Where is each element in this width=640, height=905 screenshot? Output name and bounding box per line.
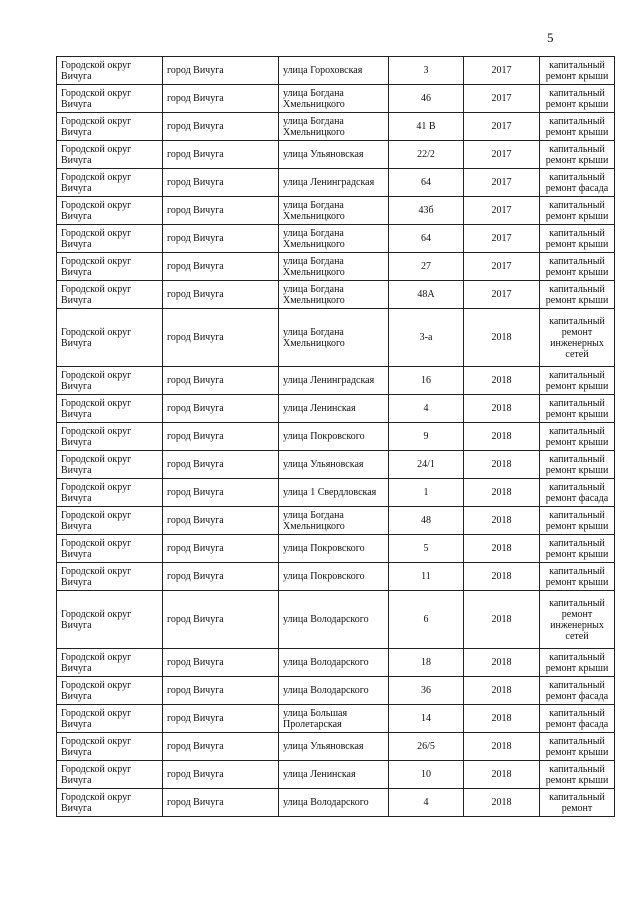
work-type-cell: капитальный ремонт крыши	[540, 649, 615, 677]
table-row	[57, 507, 615, 535]
municipality-cell: Городской округ Вичуга	[57, 451, 163, 479]
house-number-cell: 46	[389, 85, 464, 113]
work-type-cell: капитальный ремонт крыши	[540, 451, 615, 479]
table-row	[57, 281, 615, 309]
settlement-cell: город Вичуга	[163, 423, 279, 451]
street-cell: улица Покровского	[279, 423, 389, 451]
table-row	[57, 225, 615, 253]
settlement-cell: город Вичуга	[163, 733, 279, 761]
table-row	[57, 789, 615, 817]
settlement-cell: город Вичуга	[163, 253, 279, 281]
street-cell: улица Богдана Хмельницкого	[279, 85, 389, 113]
settlement-cell: город Вичуга	[163, 169, 279, 197]
table-row	[57, 563, 615, 591]
year-cell: 2018	[464, 705, 540, 733]
work-type-cell: капитальный ремонт фасада	[540, 169, 615, 197]
work-type-cell: капитальный ремонт крыши	[540, 197, 615, 225]
year-cell: 2018	[464, 451, 540, 479]
street-cell: улица Богдана Хмельницкого	[279, 225, 389, 253]
municipality-cell: Городской округ Вичуга	[57, 761, 163, 789]
street-cell: улица Богдана Хмельницкого	[279, 197, 389, 225]
street-cell: улица Богдана Хмельницкого	[279, 113, 389, 141]
repair-schedule-table	[56, 56, 615, 817]
house-number-cell: 43б	[389, 197, 464, 225]
table-row	[57, 367, 615, 395]
street-cell: улица Гороховская	[279, 57, 389, 85]
work-type-cell: капитальный ремонт крыши	[540, 113, 615, 141]
year-cell: 2018	[464, 309, 540, 367]
table-row	[57, 113, 615, 141]
settlement-cell: город Вичуга	[163, 677, 279, 705]
settlement-cell: город Вичуга	[163, 479, 279, 507]
settlement-cell: город Вичуга	[163, 367, 279, 395]
street-cell: улица Богдана Хмельницкого	[279, 507, 389, 535]
year-cell: 2018	[464, 367, 540, 395]
settlement-cell: город Вичуга	[163, 789, 279, 817]
year-cell: 2018	[464, 479, 540, 507]
work-type-cell: капитальный ремонт крыши	[540, 395, 615, 423]
settlement-cell: город Вичуга	[163, 225, 279, 253]
house-number-cell: 64	[389, 169, 464, 197]
street-cell: улица Покровского	[279, 563, 389, 591]
work-type-cell: капитальный ремонт крыши	[540, 423, 615, 451]
street-cell: улица Богдана Хмельницкого	[279, 309, 389, 367]
work-type-cell: капитальный ремонт инженерных сетей	[540, 591, 615, 649]
table-row	[57, 479, 615, 507]
settlement-cell: город Вичуга	[163, 281, 279, 309]
year-cell: 2018	[464, 535, 540, 563]
municipality-cell: Городской округ Вичуга	[57, 197, 163, 225]
work-type-cell: капитальный ремонт крыши	[540, 761, 615, 789]
street-cell: улица Покровского	[279, 535, 389, 563]
house-number-cell: 11	[389, 563, 464, 591]
work-type-cell: капитальный ремонт крыши	[540, 225, 615, 253]
table-row	[57, 253, 615, 281]
house-number-cell: 64	[389, 225, 464, 253]
house-number-cell: 5	[389, 535, 464, 563]
settlement-cell: город Вичуга	[163, 649, 279, 677]
house-number-cell: 9	[389, 423, 464, 451]
street-cell: улица Ульяновская	[279, 733, 389, 761]
table-row	[57, 451, 615, 479]
municipality-cell: Городской округ Вичуга	[57, 649, 163, 677]
settlement-cell: город Вичуга	[163, 141, 279, 169]
house-number-cell: 1	[389, 479, 464, 507]
house-number-cell: 14	[389, 705, 464, 733]
street-cell: улица 1 Свердловская	[279, 479, 389, 507]
street-cell: улица Володарского	[279, 649, 389, 677]
settlement-cell: город Вичуга	[163, 563, 279, 591]
house-number-cell: 4	[389, 789, 464, 817]
table-row	[57, 309, 615, 367]
year-cell: 2017	[464, 253, 540, 281]
house-number-cell: 22/2	[389, 141, 464, 169]
municipality-cell: Городской округ Вичуга	[57, 507, 163, 535]
house-number-cell: 27	[389, 253, 464, 281]
year-cell: 2018	[464, 591, 540, 649]
house-number-cell: 26/5	[389, 733, 464, 761]
work-type-cell: капитальный ремонт крыши	[540, 253, 615, 281]
work-type-cell: капитальный ремонт крыши	[540, 535, 615, 563]
municipality-cell: Городской округ Вичуга	[57, 705, 163, 733]
year-cell: 2017	[464, 225, 540, 253]
street-cell: улица Ульяновская	[279, 451, 389, 479]
year-cell: 2018	[464, 507, 540, 535]
work-type-cell: капитальный ремонт фасада	[540, 677, 615, 705]
work-type-cell: капитальный ремонт фасада	[540, 479, 615, 507]
house-number-cell: 3-а	[389, 309, 464, 367]
street-cell: улица Ленинская	[279, 761, 389, 789]
municipality-cell: Городской округ Вичуга	[57, 113, 163, 141]
settlement-cell: город Вичуга	[163, 395, 279, 423]
house-number-cell: 4	[389, 395, 464, 423]
house-number-cell: 41 В	[389, 113, 464, 141]
house-number-cell: 3	[389, 57, 464, 85]
house-number-cell: 24/1	[389, 451, 464, 479]
house-number-cell: 10	[389, 761, 464, 789]
street-cell: улица Ульяновская	[279, 141, 389, 169]
work-type-cell: капитальный ремонт крыши	[540, 85, 615, 113]
table-row	[57, 649, 615, 677]
year-cell: 2018	[464, 649, 540, 677]
street-cell: улица Большая Пролетарская	[279, 705, 389, 733]
settlement-cell: город Вичуга	[163, 85, 279, 113]
street-cell: улица Володарского	[279, 591, 389, 649]
year-cell: 2017	[464, 169, 540, 197]
municipality-cell: Городской округ Вичуга	[57, 85, 163, 113]
street-cell: улица Ленинградская	[279, 367, 389, 395]
house-number-cell: 48	[389, 507, 464, 535]
municipality-cell: Городской округ Вичуга	[57, 733, 163, 761]
settlement-cell: город Вичуга	[163, 591, 279, 649]
street-cell: улица Богдана Хмельницкого	[279, 281, 389, 309]
year-cell: 2018	[464, 733, 540, 761]
municipality-cell: Городской округ Вичуга	[57, 395, 163, 423]
municipality-cell: Городской округ Вичуга	[57, 309, 163, 367]
street-cell: улица Володарского	[279, 789, 389, 817]
settlement-cell: город Вичуга	[163, 113, 279, 141]
municipality-cell: Городской округ Вичуга	[57, 367, 163, 395]
table-row	[57, 761, 615, 789]
work-type-cell: капитальный ремонт фасада	[540, 705, 615, 733]
year-cell: 2017	[464, 197, 540, 225]
table-row	[57, 535, 615, 563]
work-type-cell: капитальный ремонт крыши	[540, 733, 615, 761]
work-type-cell: капитальный ремонт крыши	[540, 141, 615, 169]
settlement-cell: город Вичуга	[163, 705, 279, 733]
settlement-cell: город Вичуга	[163, 761, 279, 789]
municipality-cell: Городской округ Вичуга	[57, 479, 163, 507]
table-row	[57, 57, 615, 85]
year-cell: 2018	[464, 395, 540, 423]
settlement-cell: город Вичуга	[163, 507, 279, 535]
municipality-cell: Городской округ Вичуга	[57, 57, 163, 85]
settlement-cell: город Вичуга	[163, 309, 279, 367]
settlement-cell: город Вичуга	[163, 535, 279, 563]
work-type-cell: капитальный ремонт крыши	[540, 563, 615, 591]
municipality-cell: Городской округ Вичуга	[57, 535, 163, 563]
municipality-cell: Городской округ Вичуга	[57, 225, 163, 253]
year-cell: 2017	[464, 85, 540, 113]
page-number: 5	[547, 30, 554, 45]
table-row	[57, 423, 615, 451]
table-row	[57, 733, 615, 761]
settlement-cell: город Вичуга	[163, 197, 279, 225]
settlement-cell: город Вичуга	[163, 57, 279, 85]
year-cell: 2018	[464, 423, 540, 451]
house-number-cell: 16	[389, 367, 464, 395]
year-cell: 2017	[464, 57, 540, 85]
year-cell: 2018	[464, 563, 540, 591]
street-cell: улица Ленинградская	[279, 169, 389, 197]
table-row	[57, 197, 615, 225]
table-row	[57, 705, 615, 733]
work-type-cell: капитальный ремонт крыши	[540, 281, 615, 309]
work-type-cell: капитальный ремонт крыши	[540, 57, 615, 85]
street-cell: улица Богдана Хмельницкого	[279, 253, 389, 281]
work-type-cell: капитальный ремонт инженерных сетей	[540, 309, 615, 367]
municipality-cell: Городской округ Вичуга	[57, 563, 163, 591]
year-cell: 2018	[464, 761, 540, 789]
municipality-cell: Городской округ Вичуга	[57, 423, 163, 451]
work-type-cell: капитальный ремонт	[540, 789, 615, 817]
table-row	[57, 677, 615, 705]
table-row	[57, 395, 615, 423]
year-cell: 2018	[464, 677, 540, 705]
table-row	[57, 591, 615, 649]
municipality-cell: Городской округ Вичуга	[57, 677, 163, 705]
work-type-cell: капитальный ремонт крыши	[540, 507, 615, 535]
year-cell: 2017	[464, 281, 540, 309]
work-type-cell: капитальный ремонт крыши	[540, 367, 615, 395]
table-row	[57, 169, 615, 197]
municipality-cell: Городской округ Вичуга	[57, 789, 163, 817]
street-cell: улица Володарского	[279, 677, 389, 705]
house-number-cell: 6	[389, 591, 464, 649]
municipality-cell: Городской округ Вичуга	[57, 141, 163, 169]
municipality-cell: Городской округ Вичуга	[57, 281, 163, 309]
municipality-cell: Городской округ Вичуга	[57, 169, 163, 197]
house-number-cell: 18	[389, 649, 464, 677]
year-cell: 2018	[464, 789, 540, 817]
settlement-cell: город Вичуга	[163, 451, 279, 479]
table-row	[57, 85, 615, 113]
table-body	[57, 57, 615, 817]
house-number-cell: 36	[389, 677, 464, 705]
municipality-cell: Городской округ Вичуга	[57, 591, 163, 649]
table-row	[57, 141, 615, 169]
municipality-cell: Городской округ Вичуга	[57, 253, 163, 281]
street-cell: улица Ленинская	[279, 395, 389, 423]
house-number-cell: 48А	[389, 281, 464, 309]
year-cell: 2017	[464, 113, 540, 141]
year-cell: 2017	[464, 141, 540, 169]
